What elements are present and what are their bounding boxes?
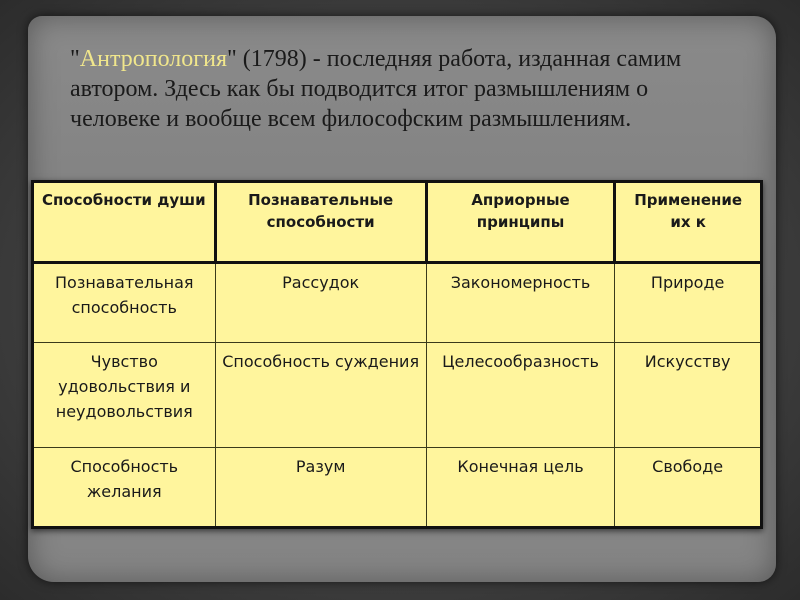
- work-title: Антропология: [79, 46, 227, 72]
- table-row: [33, 448, 762, 528]
- intro-line-2: автором. Здесь как бы подводится итог размышлениям о: [70, 76, 649, 102]
- table-cell: Способность желания: [33, 448, 216, 528]
- table-row: [33, 343, 762, 448]
- intro-text: [70, 44, 800, 134]
- table-row: [33, 263, 762, 343]
- table-cell: Чувство удовольствия и неудовольствия: [33, 343, 216, 448]
- header-soul-faculties: Способности души: [33, 182, 216, 263]
- header-cognitive-faculties: Познавательные способности: [215, 182, 426, 263]
- intro-line-1: "Антропология" (1798) - последняя работа, изданная самим: [70, 46, 682, 72]
- table-cell: Конечная цель: [426, 448, 615, 528]
- table-cell: Природе: [615, 263, 762, 343]
- table-cell: Свободе: [615, 448, 762, 528]
- header-a-priori-principles: Априорные принципы: [426, 182, 615, 263]
- table-cell: Способность суждения: [215, 343, 426, 448]
- table-header-row: [33, 182, 762, 263]
- table-cell: Познавательная способность: [33, 263, 216, 343]
- intro-line-3: человеке и вообще всем философским размышлениям.: [70, 106, 632, 132]
- table-cell: Рассудок: [215, 263, 426, 343]
- table-cell: Искусству: [615, 343, 762, 448]
- table-cell: Разум: [215, 448, 426, 528]
- faculties-table: [31, 180, 763, 529]
- table-cell: Целесообразность: [426, 343, 615, 448]
- table-cell: Закономерность: [426, 263, 615, 343]
- header-application: Применение их к: [615, 182, 762, 263]
